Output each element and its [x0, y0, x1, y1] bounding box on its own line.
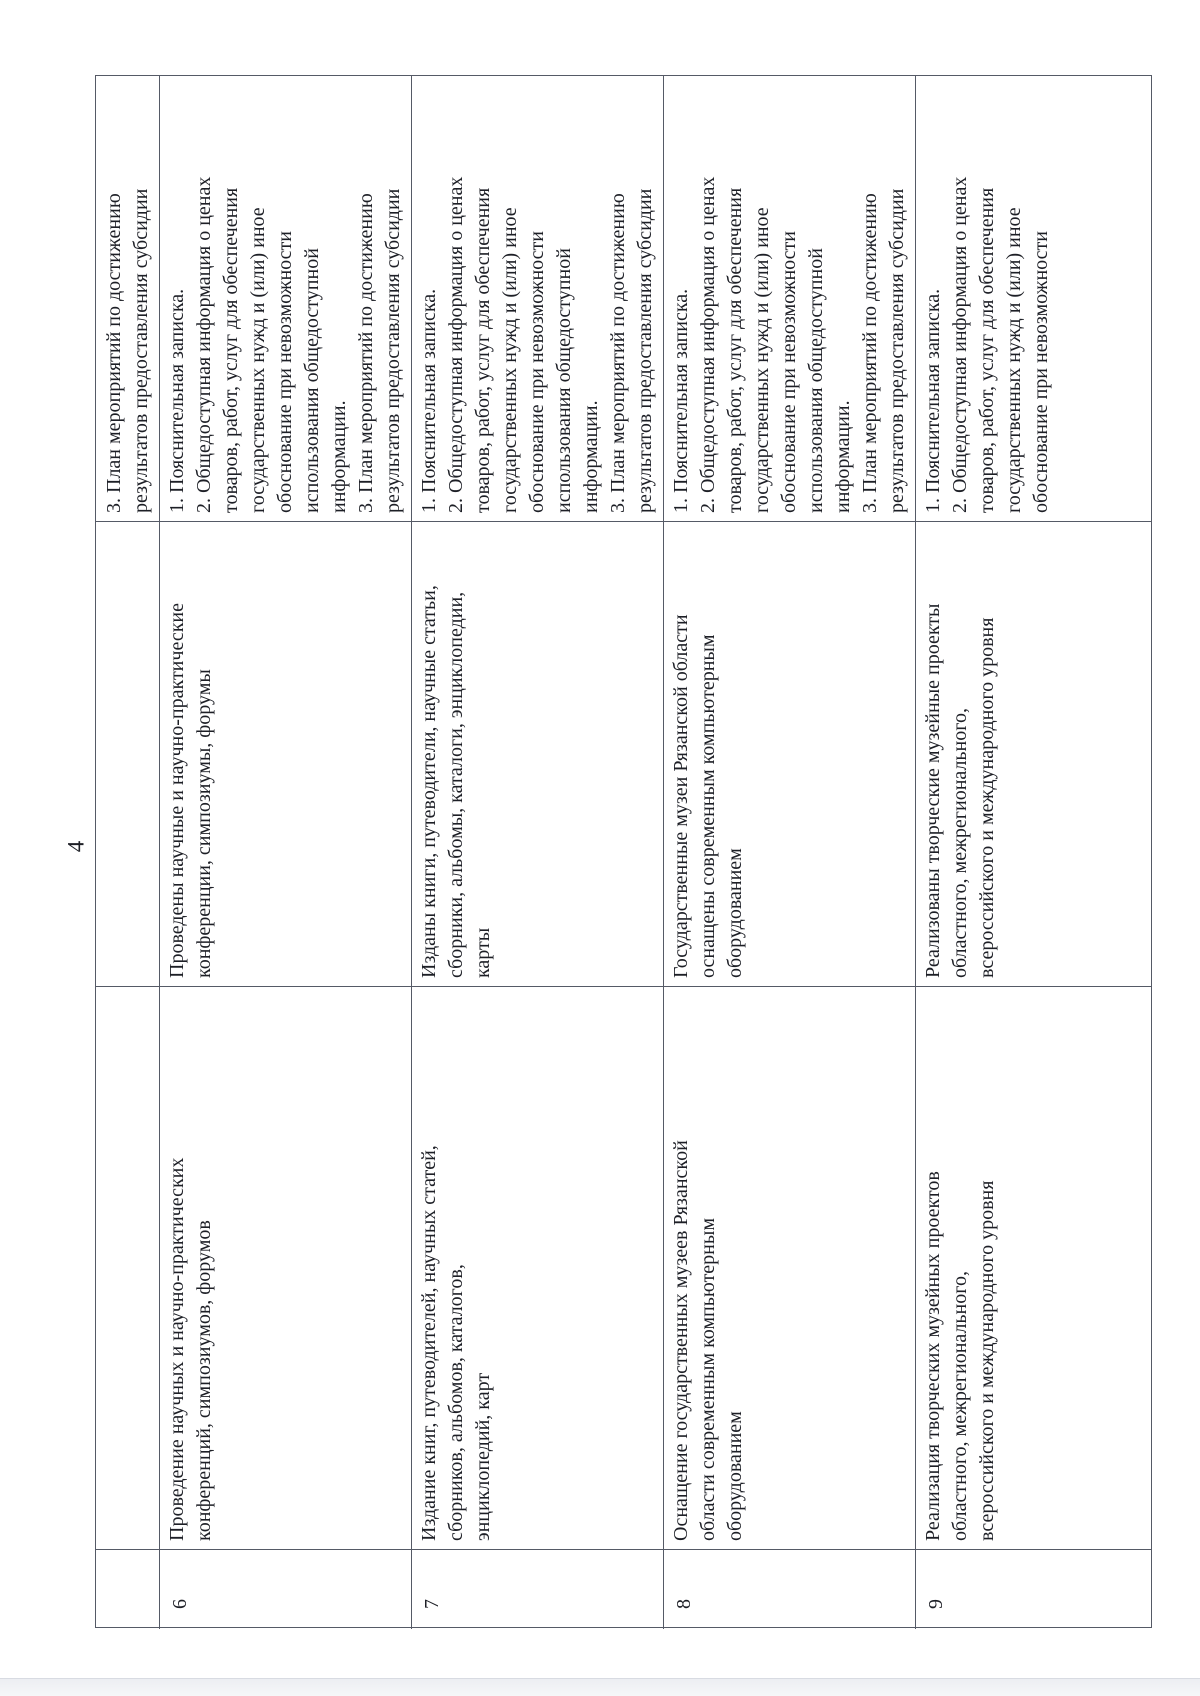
documents-cell: [159, 76, 411, 521]
scan-edge: [0, 1678, 1200, 1696]
documents-cell: [915, 76, 1151, 521]
event-cell: [915, 986, 1151, 1549]
table-row: [159, 76, 411, 1629]
result-cell: [663, 521, 915, 986]
event-text: Реализация творческих музейных проектов областного, межрегионального, всероссийского и международного уровня: [922, 1171, 998, 1541]
event-cell: [159, 986, 411, 1549]
row-number-cell: [159, 1549, 411, 1629]
row-number-cell: [915, 1549, 1151, 1629]
documents-cell: [411, 76, 663, 521]
documents-text: 1. Пояснительная записка. 2. Общедоступная информация о ценах товаров, работ, услуг для обеспечения государственных нужд и (или) иное обоснование при невозможности использования общедоступной информации. 3. План мероприятий по достижению результатов предоставления субсидии: [166, 176, 404, 513]
documents-cell: [96, 76, 159, 521]
table-row: [915, 76, 1151, 1629]
documents-text: 1. Пояснительная записка. 2. Общедоступная информация о ценах товаров, работ, услуг для обеспечения государственных нужд и (или) иное обоснование при невозможности использования общедоступной информации. 3. План мероприятий по достижению результатов предоставления субсидии: [418, 176, 656, 513]
table-row: [411, 76, 663, 1629]
row-number: 6: [169, 1599, 191, 1609]
result-text: Проведены научные и научно-практические конференции, симпозиумы, форумы: [166, 603, 215, 978]
row-number-cell: [411, 1549, 663, 1629]
event-text: Издание книг, путеводителей, научных статей, сборников, альбомов, каталогов, энциклопедий, карт: [418, 1145, 494, 1541]
event-text: Проведение научных и научно-практических конференций, симпозиумов, форумов: [166, 1157, 215, 1541]
event-cell: [663, 986, 915, 1549]
row-number: 7: [421, 1599, 443, 1609]
row-number: 9: [925, 1599, 947, 1609]
row-number-cell: [663, 1549, 915, 1629]
table-row: [663, 76, 915, 1629]
documents-text: 3. План мероприятий по достижению результатов предоставления субсидии: [103, 188, 152, 513]
row-number: 8: [673, 1599, 695, 1609]
documents-text: 1. Пояснительная записка. 2. Общедоступная информация о ценах товаров, работ, услуг для обеспечения государственных нужд и (или) иное обоснование при невозможности: [922, 176, 1052, 513]
event-text: Оснащение государственных музеев Рязанской области современным компьютерным оборудованием: [670, 1140, 746, 1541]
table-row: [96, 76, 159, 1629]
page-number: 4: [63, 840, 89, 853]
documents-text: 1. Пояснительная записка. 2. Общедоступная информация о ценах товаров, работ, услуг для обеспечения государственных нужд и (или) иное обоснование при невозможности использования общедоступной информации. 3. План мероприятий по достижению результатов предоставления субсидии: [670, 176, 908, 513]
result-text: Изданы книги, путеводители, научные статьи, сборники, альбомы, каталоги, энциклопедии, карты: [418, 585, 494, 978]
result-cell: [915, 521, 1151, 986]
result-cell: [159, 521, 411, 986]
event-cell: [411, 986, 663, 1549]
documents-cell: [663, 76, 915, 521]
result-text: Государственные музеи Рязанской области оснащены современным компьютерным оборудованием: [670, 614, 746, 978]
documents-table: [95, 75, 1152, 1628]
result-cell: [411, 521, 663, 986]
result-text: Реализованы творческие музейные проекты областного, межрегионального, всероссийского и международного уровня: [922, 603, 998, 978]
